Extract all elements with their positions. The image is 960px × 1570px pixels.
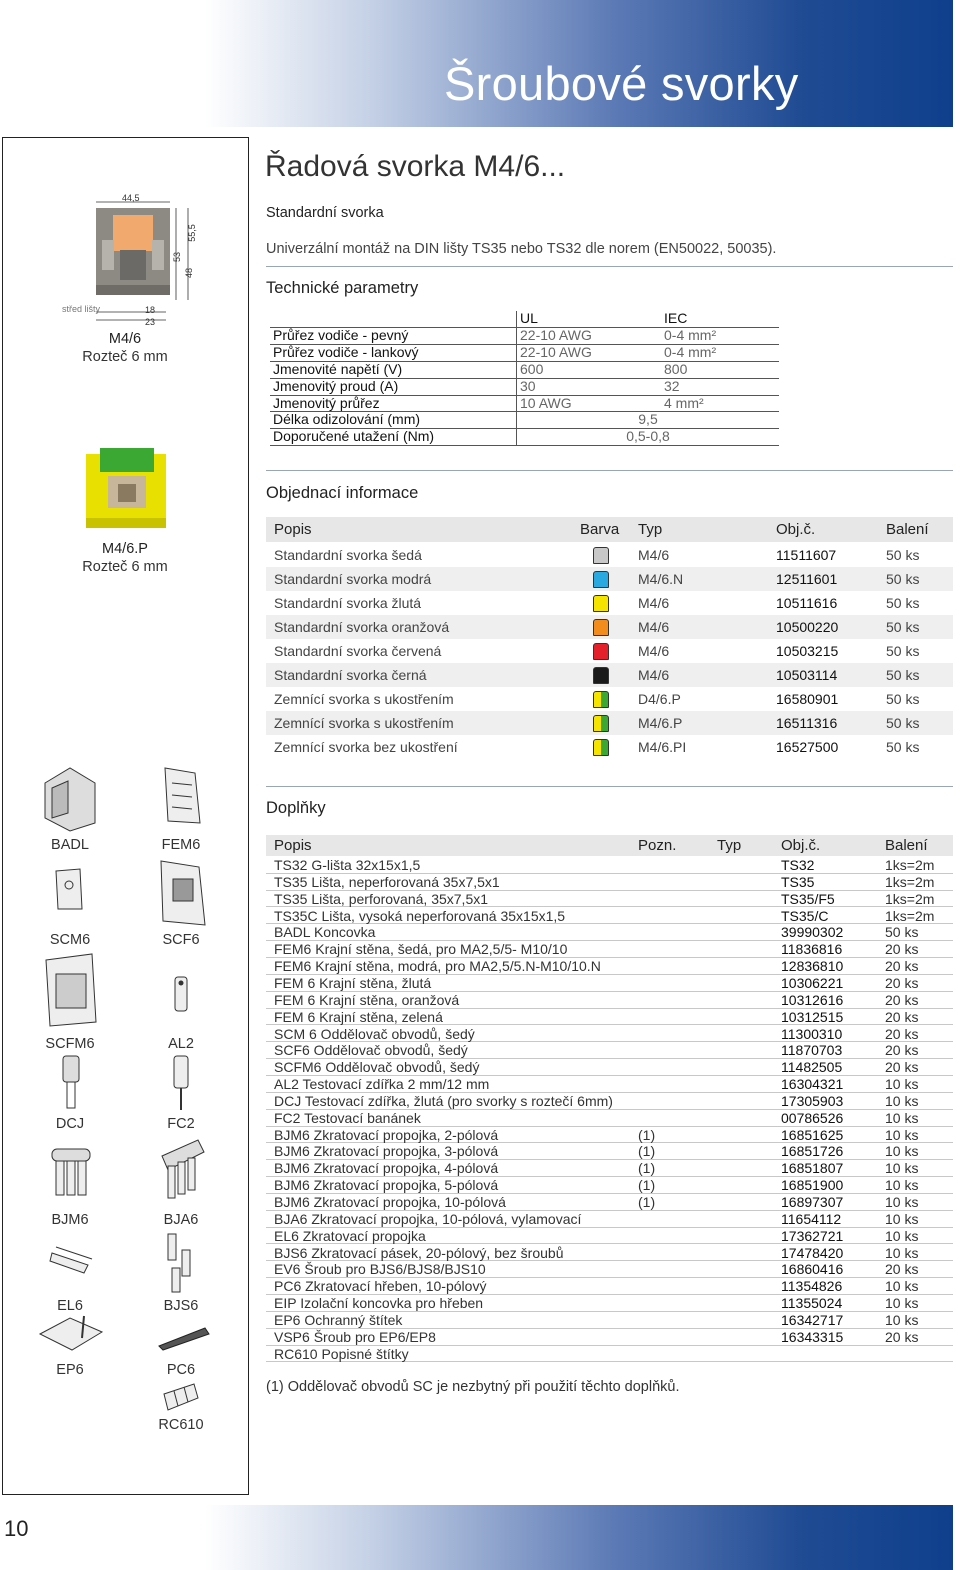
order-popis: Standardní svorka oranžová	[274, 619, 450, 635]
order-popis: Standardní svorka černá	[274, 667, 427, 683]
order-obj: 10511616	[776, 595, 838, 611]
accessory-row	[266, 874, 953, 891]
accessory-popis: RC610 Popisné štítky	[274, 1345, 409, 1362]
scfm6-icon	[42, 950, 100, 1030]
accessory-row	[266, 1228, 953, 1245]
item2-pitch: Rozteč 6 mm	[82, 559, 168, 575]
accessory-obj: 16343315	[781, 1328, 844, 1345]
order-popis: Zemnící svorka s ukostřením	[274, 715, 454, 731]
accessory-row	[266, 1346, 953, 1363]
accessory-baleni: 10 ks	[885, 1278, 919, 1295]
accessory-popis: AL2 Testovací zdířka 2 mm/12 mm	[274, 1076, 490, 1093]
dim-h2: 53	[172, 251, 183, 263]
order-typ: M4/6	[638, 667, 670, 683]
order-popis: Standardní svorka červená	[274, 643, 442, 659]
accessory-baleni: 20 ks	[885, 1042, 919, 1059]
accessory-row	[266, 1278, 953, 1295]
accessory-baleni: 20 ks	[885, 958, 919, 975]
acc-label-scf6: SCF6	[162, 932, 200, 948]
accessory-popis: TS35 Lišta, neperforovaná 35x7,5x1	[274, 873, 500, 890]
accessory-baleni: 20 ks	[885, 941, 919, 958]
accessory-popis: TS32 G-lišta 32x15x1,5	[274, 857, 421, 873]
color-swatch	[593, 715, 609, 732]
accessory-popis: FEM 6 Krajní stěna, žlutá	[274, 974, 432, 991]
accessory-baleni: 10 ks	[885, 1295, 919, 1312]
order-row	[266, 639, 953, 663]
order-obj: 10500220	[776, 619, 839, 635]
product-description: Univerzální montáž na DIN lišty TS35 nebo TS32 dle norem (EN50022, 50035).	[266, 241, 777, 257]
order-popis: Standardní svorka šedá	[274, 547, 422, 563]
accessory-popis: VSP6 Šroub pro EP6/EP8	[274, 1328, 436, 1345]
order-typ: M4/6	[638, 595, 670, 611]
accessory-row	[266, 1059, 953, 1076]
acc-label-dcj: DCJ	[55, 1116, 85, 1132]
accessory-obj: 17478420	[781, 1244, 844, 1261]
accessory-popis: EIP Izolační koncovka pro hřeben	[274, 1295, 484, 1312]
accessory-obj: 11654112	[781, 1210, 842, 1227]
acc-label-ep6: EP6	[56, 1362, 84, 1378]
acc-label-rc610: RC610	[158, 1417, 204, 1433]
accessory-popis: BJA6 Zkratovací propojka, 10-pólová, vylamovací	[274, 1210, 582, 1227]
order-row	[266, 543, 953, 567]
accessory-obj: 11836816	[781, 941, 843, 958]
order-baleni: 50 ks	[886, 595, 920, 611]
accessory-obj: 12836810	[781, 958, 844, 975]
accessory-obj: 11300310	[781, 1025, 843, 1042]
accessory-pozn: (1)	[638, 1160, 656, 1177]
accessory-baleni: 10 ks	[885, 1210, 919, 1227]
accessory-row	[266, 1194, 953, 1211]
order-typ: M4/6.P	[638, 715, 683, 731]
rc610-icon	[160, 1380, 202, 1414]
order-popis: Standardní svorka modrá	[274, 571, 432, 587]
color-swatch	[593, 643, 609, 660]
order-row	[266, 663, 953, 687]
order-typ: M4/6.PI	[638, 739, 687, 755]
order-baleni: 50 ks	[886, 571, 920, 587]
color-swatch	[593, 619, 609, 636]
order-baleni: 50 ks	[886, 619, 920, 635]
accessory-obj: 16851900	[781, 1177, 844, 1194]
accessory-popis: FEM 6 Krajní stěna, zelená	[274, 1008, 443, 1025]
order-baleni: 50 ks	[886, 547, 920, 563]
fc2-icon	[168, 1052, 194, 1114]
bjs6-icon	[160, 1230, 202, 1296]
product-title: Řadová svorka M4/6...	[265, 150, 566, 183]
accessory-popis: SCFM6 Oddělovač obvodů, šedý	[274, 1059, 480, 1076]
accessory-baleni: 10 ks	[885, 1076, 919, 1093]
accessory-row	[266, 857, 953, 874]
accessory-baleni: 10 ks	[885, 1092, 919, 1109]
accessory-row	[266, 891, 953, 908]
accessory-obj: TS35	[781, 873, 815, 890]
accessory-pozn: (1)	[638, 1143, 656, 1160]
bja6-icon	[158, 1136, 208, 1204]
acc-label-bja6: BJA6	[163, 1212, 199, 1228]
accessory-baleni: 10 ks	[885, 1143, 919, 1160]
accessories-table-header: Popis Pozn. Typ Obj.č. Balení	[266, 835, 953, 856]
order-row	[266, 567, 953, 591]
acc-label-bjm6: BJM6	[51, 1212, 89, 1228]
item2-name: M4/6.P	[102, 541, 148, 557]
item1-pitch: Rozteč 6 mm	[82, 349, 168, 365]
accessory-baleni: 10 ks	[885, 1311, 919, 1328]
accessory-baleni: 10 ks	[885, 1177, 919, 1194]
order-baleni: 50 ks	[886, 643, 920, 659]
accessory-baleni: 20 ks	[885, 1328, 919, 1345]
order-typ: M4/6	[638, 643, 670, 659]
accessory-obj: 10312515	[781, 1008, 844, 1025]
accessory-baleni: 1ks=2m	[885, 890, 935, 907]
accessory-row	[266, 1160, 953, 1177]
accessory-popis: PC6 Zkratovací hřeben, 10-pólový	[274, 1278, 487, 1295]
accessory-obj: 10312616	[781, 991, 844, 1008]
accessory-popis: BADL Koncovka	[274, 924, 376, 941]
accessory-row	[266, 958, 953, 975]
accessory-obj: 16851726	[781, 1143, 844, 1160]
accessory-obj: 16851807	[781, 1160, 844, 1177]
accessory-row	[266, 1211, 953, 1228]
accessory-popis: BJM6 Zkratovací propojka, 5-pólová	[274, 1177, 499, 1194]
acc-label-el6: EL6	[57, 1298, 83, 1314]
accessory-popis: BJM6 Zkratovací propojka, 2-pólová	[274, 1126, 499, 1143]
color-swatch	[593, 595, 609, 612]
page-number: 10	[4, 1516, 29, 1541]
accessory-obj: TS35/F5	[781, 890, 835, 907]
order-popis: Zemnící svorka s ukostřením	[274, 691, 454, 707]
order-popis: Standardní svorka žlutá	[274, 595, 422, 611]
accessory-obj: 11355024	[781, 1295, 843, 1312]
accessory-obj: 10306221	[781, 974, 844, 991]
accessory-obj: 11482505	[781, 1059, 843, 1076]
order-row	[266, 735, 953, 759]
item1-name: M4/6	[108, 331, 142, 347]
color-swatch	[593, 691, 609, 708]
accessory-pozn: (1)	[638, 1177, 656, 1194]
accessory-popis: SCM 6 Oddělovač obvodů, šedý	[274, 1025, 475, 1042]
order-obj: 16580901	[776, 691, 839, 707]
dim-width: 44,5	[122, 193, 140, 203]
accessory-obj: 00786526	[781, 1109, 844, 1126]
order-row	[266, 591, 953, 615]
accessories-heading: Doplňky	[266, 799, 326, 817]
accessory-obj: 17362721	[781, 1227, 844, 1244]
accessory-baleni: 10 ks	[885, 1160, 919, 1177]
order-heading: Objednací informace	[266, 484, 419, 502]
accessory-baleni: 10 ks	[885, 1109, 919, 1126]
accessory-baleni: 20 ks	[885, 974, 919, 991]
color-swatch	[593, 739, 609, 756]
accessory-popis: EV6 Šroub pro BJS6/BJS8/BJS10	[274, 1261, 486, 1278]
accessory-baleni: 1ks=2m	[885, 873, 935, 890]
accessory-popis: BJM6 Zkratovací propojka, 3-pólová	[274, 1143, 499, 1160]
product-subtitle: Standardní svorka	[266, 205, 384, 221]
accessory-row	[266, 1042, 953, 1059]
pc6-icon	[155, 1322, 213, 1352]
accessory-row	[266, 1177, 953, 1194]
acc-label-badl: BADL	[51, 837, 89, 853]
order-table-header: Popis Barva Typ Obj.č. Balení	[266, 517, 953, 542]
acc-label-bjs6: BJS6	[163, 1298, 199, 1314]
tech-heading: Technické parametry	[266, 279, 419, 297]
order-row	[266, 711, 953, 735]
accessory-row	[266, 924, 953, 941]
accessory-row	[266, 1329, 953, 1346]
acc-label-scfm6: SCFM6	[45, 1036, 95, 1052]
accessory-baleni: 1ks=2m	[885, 857, 935, 873]
accessory-popis: FEM6 Krajní stěna, modrá, pro MA2,5/5.N-M10/10.N	[274, 958, 601, 975]
footnote: (1) Oddělovač obvodů SC je nezbytný při použití těchto doplňků.	[266, 1379, 680, 1395]
accessory-obj: 39990302	[781, 924, 844, 941]
accessory-baleni: 20 ks	[885, 1261, 919, 1278]
accessory-row	[266, 992, 953, 1009]
order-typ: M4/6	[638, 619, 670, 635]
el6-icon	[48, 1245, 94, 1279]
order-row	[266, 687, 953, 711]
dim-d2: 23	[145, 317, 156, 327]
accessory-obj: 17305903	[781, 1092, 844, 1109]
tech-col-ul: UL	[517, 311, 662, 327]
ep6-icon	[36, 1312, 106, 1354]
order-baleni: 50 ks	[886, 739, 920, 755]
dim-rail: střed lišty	[62, 304, 101, 314]
order-obj: 12511601	[776, 571, 838, 587]
page-title: Šroubové svorky	[444, 57, 799, 110]
accessory-popis: EL6 Zkratovací propojka	[274, 1227, 426, 1244]
accessory-baleni: 10 ks	[885, 1227, 919, 1244]
al2-icon	[170, 973, 192, 1015]
accessory-row	[266, 1009, 953, 1026]
accessory-pozn: (1)	[638, 1126, 656, 1143]
divider	[266, 266, 953, 267]
color-swatch	[593, 571, 609, 588]
accessory-popis: SCF6 Oddělovač obvodů, šedý	[274, 1042, 468, 1059]
accessory-popis: BJM6 Zkratovací propojka, 4-pólová	[274, 1160, 499, 1177]
accessory-obj: TS32	[781, 857, 815, 873]
bjm6-icon	[48, 1143, 94, 1201]
order-baleni: 50 ks	[886, 691, 920, 707]
order-row	[266, 615, 953, 639]
accessory-popis: TS35 Lišta, perforovaná, 35x7,5x1	[274, 890, 489, 907]
footer-banner	[205, 1505, 953, 1570]
order-typ: M4/6.N	[638, 571, 684, 587]
accessory-obj: 11354826	[781, 1278, 843, 1295]
dcj-icon	[58, 1052, 84, 1114]
accessory-baleni: 20 ks	[885, 1059, 919, 1076]
order-obj: 11511607	[776, 547, 837, 563]
accessory-baleni: 20 ks	[885, 991, 919, 1008]
accessory-obj: 16342717	[781, 1311, 844, 1328]
accessory-row	[266, 1026, 953, 1043]
color-swatch	[593, 547, 609, 564]
accessory-row	[266, 1295, 953, 1312]
accessory-popis: FC2 Testovací banánek	[274, 1109, 421, 1126]
accessory-row	[266, 1093, 953, 1110]
accessory-obj: 11870703	[781, 1042, 843, 1059]
accessory-obj: TS35/C	[781, 907, 829, 924]
accessory-row	[266, 1127, 953, 1144]
divider	[266, 470, 953, 471]
accessory-baleni: 10 ks	[885, 1194, 919, 1210]
order-baleni: 50 ks	[886, 715, 920, 731]
order-obj: 10503215	[776, 643, 839, 659]
fem6-icon	[160, 763, 205, 828]
accessory-popis: FEM6 Krajní stěna, šedá, pro MA2,5/5- M10/10	[274, 941, 568, 958]
dim-h1: 55,5	[186, 224, 197, 242]
accessory-obj: 16304321	[781, 1076, 844, 1093]
accessory-baleni: 1ks=2m	[885, 907, 935, 924]
acc-label-pc6: PC6	[166, 1362, 196, 1378]
accessory-popis: EP6 Ochranný štítek	[274, 1311, 403, 1328]
accessory-row	[266, 941, 953, 958]
order-obj: 16511316	[776, 715, 838, 731]
dim-h3: 48	[184, 267, 195, 279]
terminal-yellow-green-image	[82, 446, 172, 536]
acc-label-al2: AL2	[168, 1036, 194, 1052]
divider	[266, 786, 953, 787]
acc-label-fc2: FC2	[167, 1116, 195, 1132]
accessory-row	[266, 975, 953, 992]
accessory-baleni: 50 ks	[885, 924, 919, 941]
accessory-obj: 16860416	[781, 1261, 844, 1278]
order-popis: Zemnící svorka bez ukostření	[274, 739, 458, 755]
dim-d1: 18	[145, 305, 156, 315]
accessory-row	[266, 1245, 953, 1262]
tech-col-iec: IEC	[661, 311, 779, 327]
accessory-baleni: 20 ks	[885, 1008, 919, 1025]
scm6-icon	[52, 865, 87, 913]
color-swatch	[593, 667, 609, 684]
scf6-icon	[155, 857, 210, 929]
accessory-obj: 16851625	[781, 1126, 844, 1143]
order-typ: D4/6.P	[638, 691, 681, 707]
accessory-row	[266, 1143, 953, 1160]
accessory-popis: DCJ Testovací zdířka, žlutá (pro svorky s roztečí 6mm)	[274, 1092, 613, 1109]
tech-table: UL IEC Průřez vodiče - pevný 22-10 AWG 0-4 mm² Průřez vodiče - lankový 22-10 AWG 0-4 mm² Jmenovité napětí (V) 600 800 Jmenovitý proud (A) 30 32 Jmenovitý průřez 10 AWG 4 mm² Délka odizolování (mm) 9,5 Doporučené utažení (Nm) 0,5-0,8	[270, 311, 779, 446]
order-typ: M4/6	[638, 547, 670, 563]
accessory-row	[266, 1076, 953, 1093]
accessory-pozn: (1)	[638, 1194, 656, 1210]
accessory-popis: TS35C Lišta, vysoká neperforovaná 35x15x1,5	[274, 907, 566, 924]
accessory-row	[266, 908, 953, 925]
order-obj: 10503114	[776, 667, 838, 683]
accessory-baleni: 10 ks	[885, 1126, 919, 1143]
accessory-row	[266, 1312, 953, 1329]
badl-icon	[40, 763, 100, 833]
accessory-row	[266, 1261, 953, 1278]
accessory-baleni: 20 ks	[885, 1025, 919, 1042]
accessory-popis: FEM 6 Krajní stěna, oranžová	[274, 991, 460, 1008]
accessory-popis: BJS6 Zkratovací pásek, 20-pólový, bez šroubů	[274, 1244, 564, 1261]
accessory-obj: 16897307	[781, 1194, 844, 1210]
accessory-baleni: 10 ks	[885, 1244, 919, 1261]
order-baleni: 50 ks	[886, 667, 920, 683]
acc-label-fem6: FEM6	[161, 837, 201, 853]
accessory-popis: BJM6 Zkratovací propojka, 10-pólová	[274, 1194, 506, 1210]
acc-label-scm6: SCM6	[49, 932, 91, 948]
order-obj: 16527500	[776, 739, 839, 755]
accessory-row	[266, 1110, 953, 1127]
